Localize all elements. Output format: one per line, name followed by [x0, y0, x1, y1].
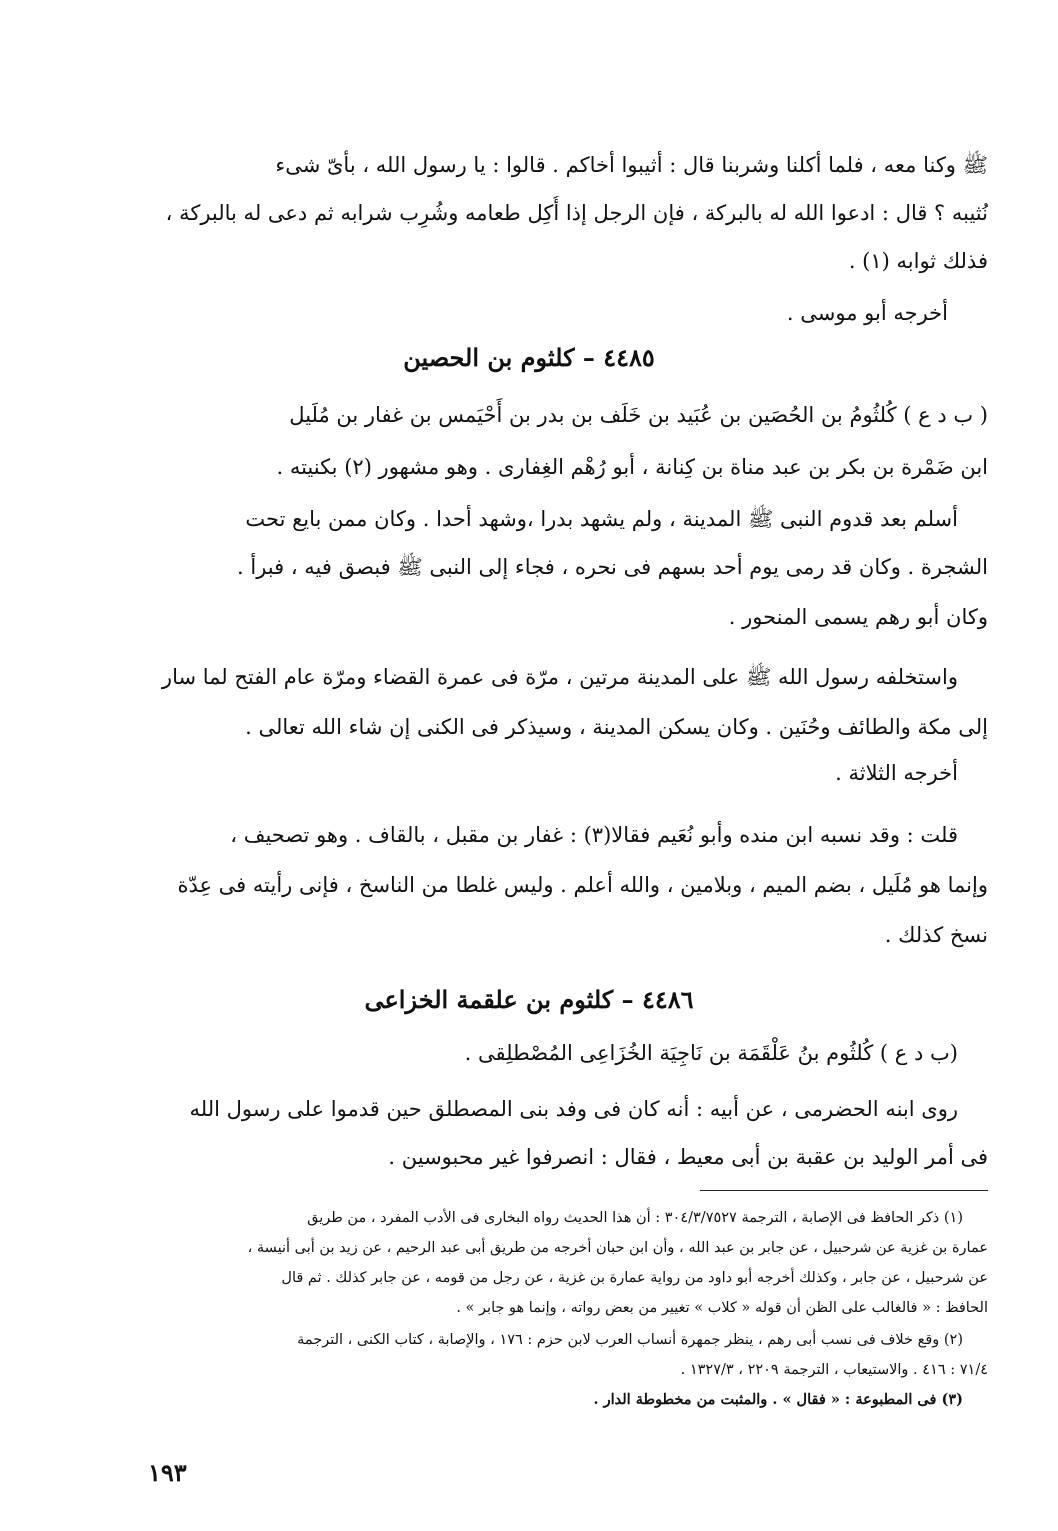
- footnote-divider: [700, 1190, 988, 1191]
- text-line: قلت : وقد نسبه ابن منده وأبو نُعَيم فقالا(٣) : غفار بن مقبل ، بالقاف . وهو تصحيف ،: [230, 823, 958, 847]
- text-line: روى ابنه الحضرمى ، عن أبيه : أنه كان فى وفد بنى المصطلق حين قدموا على رسول الله: [189, 1097, 958, 1121]
- text-line: أسلم بعد قدوم النبى ﷺ المدينة ، ولم يشهد بدرا ،وشهد أحدا . وكان ممن بايع تحت: [245, 507, 958, 531]
- text-line: ﷺ وكنا معه ، فلما أكلنا وشربنا قال : أثيبوا أخاكم . قالوا : يا رسول الله ، بأىّ شىء: [275, 153, 988, 177]
- footnote-line: (٣) فى المطبوعة : « فقال » . والمثبت من مخطوطة الدار .: [593, 1391, 963, 1408]
- footnote-line: الحافظ : « فالغالب على الظن أن قوله « كلاب » تغيير من بعض رواته ، وإنما هو جابر » .: [456, 1300, 988, 1316]
- footnote-line: عمارة بن غزية عن شرحبيل ، عن جابر بن عبد الله ، وأن ابن حبان أخرجه من طريق أبى عبد الرحيم ، عن زيد بن أبى أنيسة ،: [247, 1240, 988, 1256]
- footnote-line: ٧١/٤ : ٤١٦ . والاستيعاب ، الترجمة ٢٢٠٩ ، ١٣٢٧/٣ .: [680, 1362, 988, 1378]
- text-line: نُثيبه ؟ قال : ادعوا الله له بالبركة ، فإن الرجل إذا أُكِل طعامه وشُرِب شرابه ثم دعى له بالبركة ،: [165, 201, 988, 225]
- footnote-line: (٢) وقع خلاف فى نسب أبى رهم ، ينظر جمهرة أنساب العرب لابن حزم : ١٧٦ ، والإصابة ، كتاب الكنى ، الترجمة: [297, 1332, 963, 1348]
- text-line: وكان أبو رهم يسمى المنحور .: [728, 605, 988, 629]
- text-line: ( ب د ع ) كُلثُومُ بن الحُصَين بن عُبَيد بن خَلَف بن بدر بن أَحْيَمس بن غفار بن مُلَيل: [289, 403, 988, 427]
- entry-heading: ٤٤٨٦ – كلثوم بن علقمة الخزاعى: [364, 985, 694, 1014]
- text-line: وإنما هو مُلَيل ، بضم الميم ، وبلامين ، والله أعلم . وليس غلطا من الناسخ ، فإنى رأيته فى عِدّة: [177, 873, 988, 897]
- entry-heading: ٤٤٨٥ – كلثوم بن الحصين: [403, 343, 655, 372]
- text-line: ابن ضَمْرة بن بكر بن عبد مناة بن كِنانة ، أبو رُهْم الغِفارى . وهو مشهور (٢) بكنيته .: [276, 455, 988, 479]
- footnote-line: (١) ذكر الحافظ فى الإصابة ، الترجمة ٣٠٤/٣/٧٥٢٧ : أن هذا الحديث رواه البخارى فى الأدب المفرد ، من طريق: [307, 1210, 963, 1226]
- text-line: فذلك ثوابه (١) .: [848, 249, 988, 273]
- text-line: فى أمر الوليد بن عقبة بن أبى معيط ، فقال : انصرفوا غير محبوسين .: [388, 1145, 988, 1169]
- text-line: (ب د ع ) كُلثُوم بنُ عَلْقَمَة بن نَاجِيَة الخُزَاعِى المُصْطلِقى .: [464, 1041, 958, 1065]
- text-line: أخرجه الثلاثة .: [835, 761, 958, 785]
- footnote-line: عن شرحبيل ، عن جابر ، وكذلك أخرجه أبو داود من رواية عمارة بن غزية ، عن رجل من قومه ، عن جابر كذلك . ثم قال: [281, 1270, 988, 1286]
- text-line: الشجرة . وكان قد رمى يوم أحد بسهم فى نحره ، فجاء إلى النبى ﷺ فبصق فيه ، فبرأ .: [237, 555, 988, 579]
- text-line: إلى مكة والطائف وحُنَين . وكان يسكن المدينة ، وسيذكر فى الكنى إن شاء الله تعالى .: [245, 715, 988, 739]
- text-line: أخرجه أبو موسى .: [786, 301, 948, 325]
- text-line: نسخ كذلك .: [884, 923, 988, 947]
- text-line: واستخلفه رسول الله ﷺ على المدينة مرتين ، مرّة فى عمرة القضاء ومرّة عام الفتح لما سار: [161, 665, 958, 689]
- page-number: ١٩٣: [148, 1458, 187, 1487]
